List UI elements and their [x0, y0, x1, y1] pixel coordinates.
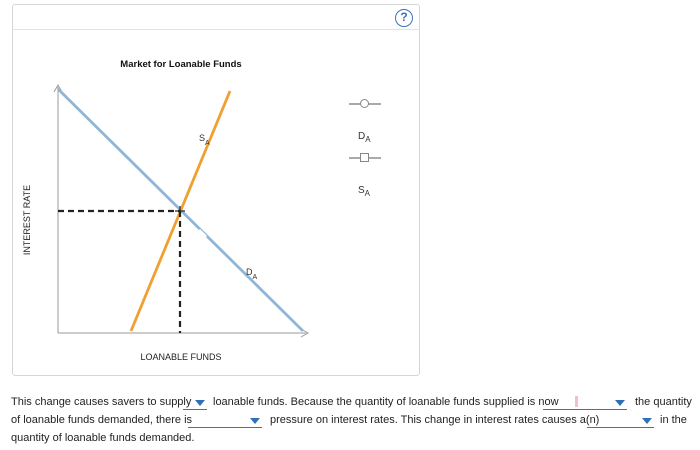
graph-panel	[12, 4, 420, 376]
quantity-comparison-dropdown[interactable]	[543, 395, 627, 410]
dropdown-cursor-marker	[575, 396, 578, 407]
legend	[343, 97, 413, 217]
supply-tool[interactable]	[345, 151, 385, 165]
question-line1-part3: the quantity	[635, 396, 692, 408]
quantity-change-dropdown[interactable]	[587, 413, 654, 428]
demand-tool[interactable]	[345, 97, 385, 111]
chevron-down-icon	[642, 418, 652, 424]
question-line2-part2: pressure on interest rates. This change in interest rates causes a(n)	[270, 414, 600, 426]
question-line1-part1: This change causes savers to supply	[11, 396, 192, 408]
pressure-direction-dropdown[interactable]	[188, 413, 262, 428]
question-line2-part3: in the	[660, 414, 687, 426]
question-line1-part2: loanable funds. Because the quantity of loanable funds supplied is now	[213, 396, 559, 408]
demand-curve-label: $D_A$	[246, 267, 258, 281]
question-text	[0, 392, 700, 450]
x-axis-label: LOANABLE FUNDS	[140, 352, 222, 362]
square-icon	[360, 153, 369, 162]
chevron-down-icon	[615, 400, 625, 406]
demand-tool-label: $D_A$	[358, 131, 371, 144]
y-axis-label: INTEREST RATE	[22, 184, 32, 256]
chevron-down-icon	[250, 418, 260, 424]
circle-icon	[360, 99, 369, 108]
help-button[interactable]: ?	[395, 9, 413, 27]
graph-title: Market for Loanable Funds	[120, 59, 242, 70]
supply-tool-label: $S_A$	[358, 185, 371, 198]
chevron-down-icon	[195, 400, 205, 406]
question-line3: quantity of loanable funds demanded.	[11, 432, 195, 444]
question-line2-part1: of loanable funds demanded, there is	[11, 414, 193, 426]
supply-amount-dropdown[interactable]	[183, 395, 207, 410]
supply-curve-label: $S_A$	[199, 133, 210, 147]
